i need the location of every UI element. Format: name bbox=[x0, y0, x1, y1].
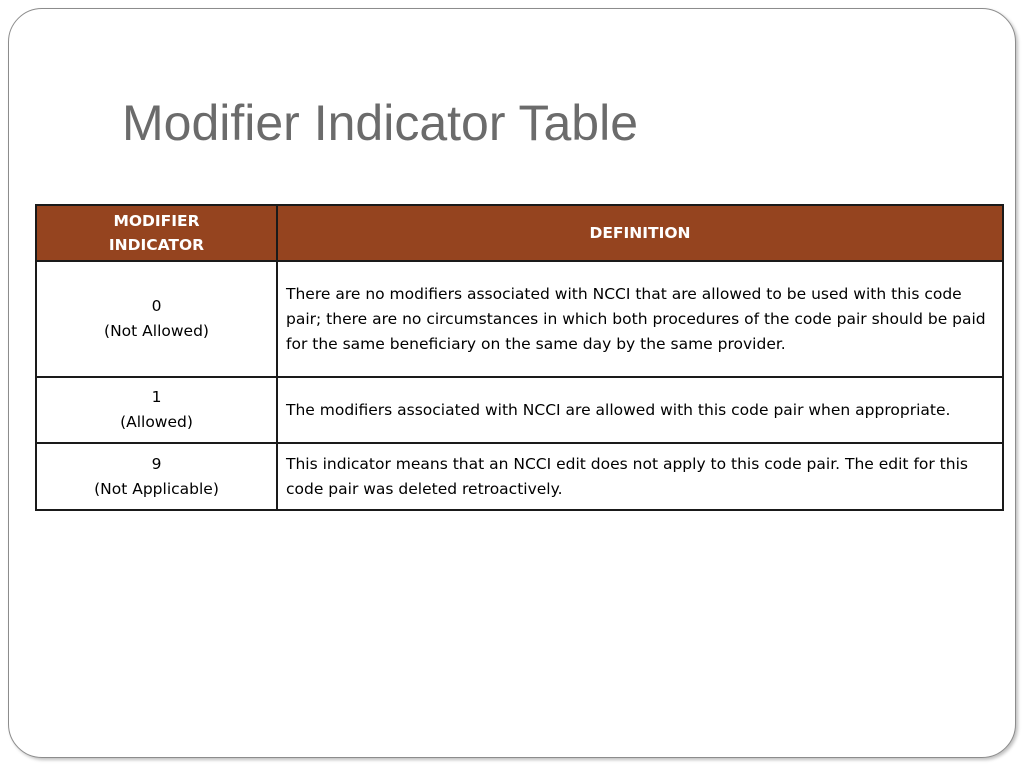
header-definition: DEFINITION bbox=[277, 205, 1003, 261]
definition-cell: The modifiers associated with NCCI are allowed with this code pair when appropriate. bbox=[277, 377, 1003, 443]
indicator-label: (Not Allowed) bbox=[104, 322, 209, 340]
header-indicator-line2: INDICATOR bbox=[108, 236, 205, 254]
header-modifier-indicator bbox=[36, 205, 277, 261]
table-header-row bbox=[36, 205, 1003, 261]
table-row bbox=[36, 443, 1003, 510]
table-row bbox=[36, 377, 1003, 443]
indicator-cell bbox=[36, 377, 277, 443]
header-indicator-line1: MODIFIER bbox=[113, 212, 200, 230]
definition-cell: There are no modifiers associated with NCCI that are allowed to be used with this code pair; there are no circumstances in which both procedures of the code pair should be paid for the same beneficiary on the same day by the same provider. bbox=[277, 261, 1003, 377]
indicator-label: (Not Applicable) bbox=[94, 479, 219, 498]
indicator-code: 9 bbox=[151, 454, 162, 473]
definition-cell: This indicator means that an NCCI edit does not apply to this code pair. The edit for this code pair was deleted retroactively. bbox=[277, 443, 1003, 510]
modifier-indicator-table bbox=[35, 204, 1004, 511]
indicator-code: 0 bbox=[151, 297, 162, 315]
indicator-label: (Allowed) bbox=[120, 413, 193, 431]
indicator-cell bbox=[36, 261, 277, 377]
slide-title: Modifier Indicator Table bbox=[122, 95, 639, 151]
indicator-code: 1 bbox=[151, 388, 162, 406]
indicator-cell bbox=[36, 443, 277, 510]
table-row bbox=[36, 261, 1003, 377]
